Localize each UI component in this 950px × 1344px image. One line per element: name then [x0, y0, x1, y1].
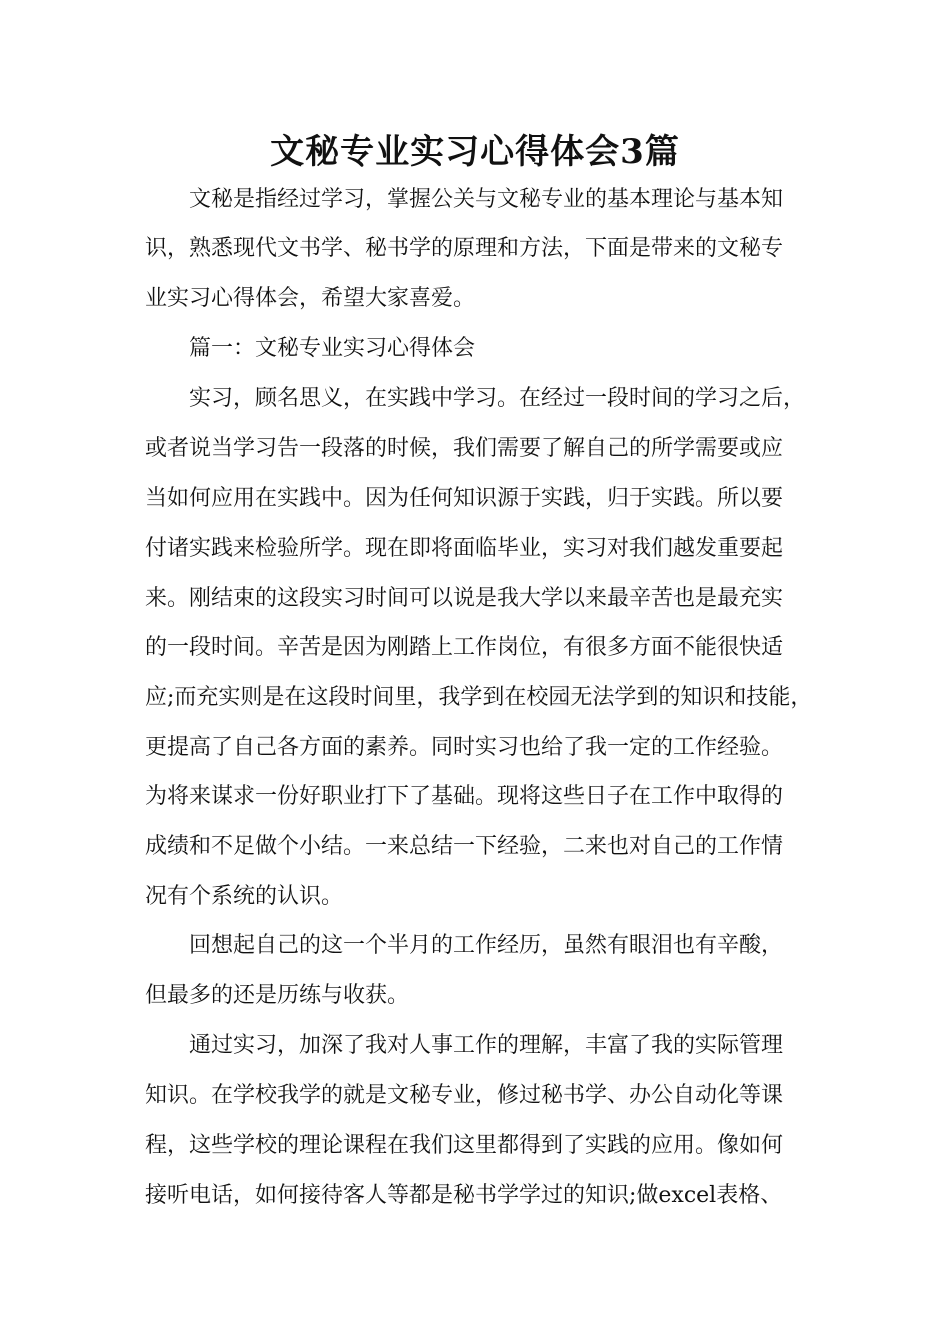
text-line: 实习，顾名思义，在实践中学习。在经过一段时间的学习之后，	[189, 386, 806, 411]
text-line: 业实习心得体会，希望大家喜爱。	[145, 286, 476, 311]
text-line: 付诸实践来检验所学。现在即将面临毕业，实习对我们越发重要起	[145, 536, 784, 561]
document-title: 文秘专业实习心得体会3篇	[270, 132, 680, 172]
text-line: 况有个系统的认识。	[145, 884, 344, 909]
text-line: 更提高了自己各方面的素养。同时实习也给了我一定的工作经验。	[145, 735, 784, 760]
text-line: 的一段时间。辛苦是因为刚踏上工作岗位，有很多方面不能很快适	[145, 635, 784, 660]
text-line: 来。刚结束的这段实习时间可以说是我大学以来最辛苦也是最充实	[145, 586, 784, 611]
text-line: 接听电话，如何接待客人等都是秘书学学过的知识;做excel表格、	[145, 1183, 783, 1208]
section-heading: 篇一：文秘专业实习心得体会	[189, 336, 476, 361]
text-line: 知识。在学校我学的就是文秘专业，修过秘书学、办公自动化等课	[145, 1083, 784, 1108]
text-line: 但最多的还是历练与收获。	[145, 983, 410, 1008]
text-line: 文秘是指经过学习，掌握公关与文秘专业的基本理论与基本知	[189, 187, 784, 212]
text-line: 或者说当学习告一段落的时候，我们需要了解自己的所学需要或应	[145, 436, 784, 461]
text-line: 应;而充实则是在这段时间里，我学到在校园无法学到的知识和技能，	[145, 685, 813, 710]
text-line: 通过实习，加深了我对人事工作的理解，丰富了我的实际管理	[189, 1033, 784, 1058]
text-line: 程，这些学校的理论课程在我们这里都得到了实践的应用。像如何	[145, 1133, 784, 1158]
text-line: 成绩和不足做个小结。一来总结一下经验，二来也对自己的工作情	[145, 834, 784, 859]
text-line: 识，熟悉现代文书学、秘书学的原理和方法，下面是带来的文秘专	[145, 236, 784, 261]
text-line: 为将来谋求一份好职业打下了基础。现将这些日子在工作中取得的	[145, 784, 784, 809]
text-line: 当如何应用在实践中。因为任何知识源于实践，归于实践。所以要	[145, 486, 784, 511]
text-line: 回想起自己的这一个半月的工作经历，虽然有眼泪也有辛酸，	[189, 933, 784, 958]
